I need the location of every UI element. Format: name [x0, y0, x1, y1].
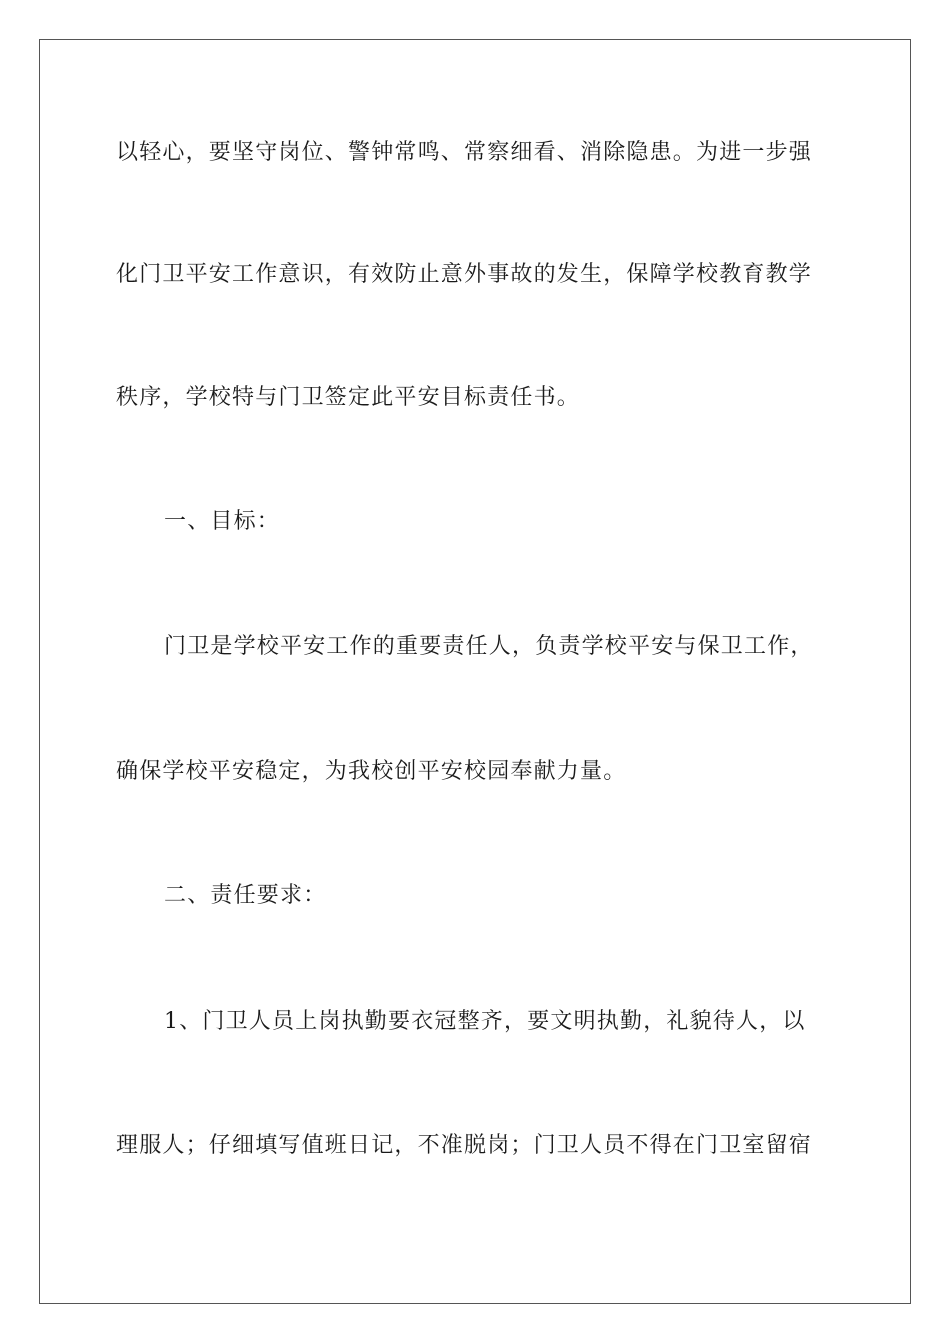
section-heading-goal: 一、目标： — [164, 509, 281, 534]
body-text-line-8: 1、门卫人员上岗执勤要衣冠整齐，要文明执勤，礼貌待人，以 — [164, 1009, 806, 1034]
page-border — [39, 39, 911, 1304]
body-text-line-5: 门卫是学校平安工作的重要责任人，负责学校平安与保卫工作， — [164, 634, 814, 659]
body-text-line-6: 确保学校平安稳定，为我校创平安校园奉献力量。 — [116, 759, 627, 784]
body-text-line-9: 理服人；仔细填写值班日记，不准脱岗；门卫人员不得在门卫室留宿 — [116, 1133, 813, 1158]
body-text-line-2: 化门卫平安工作意识，有效防止意外事故的发生，保障学校教育教学 — [116, 262, 813, 287]
section-heading-requirements: 二、责任要求： — [164, 883, 327, 908]
body-text-line-3: 秩序，学校特与门卫签定此平安目标责任书。 — [116, 385, 581, 410]
body-text-line-1: 以轻心，要坚守岗位、警钟常鸣、常察细看、消除隐患。为进一步强 — [116, 140, 813, 165]
